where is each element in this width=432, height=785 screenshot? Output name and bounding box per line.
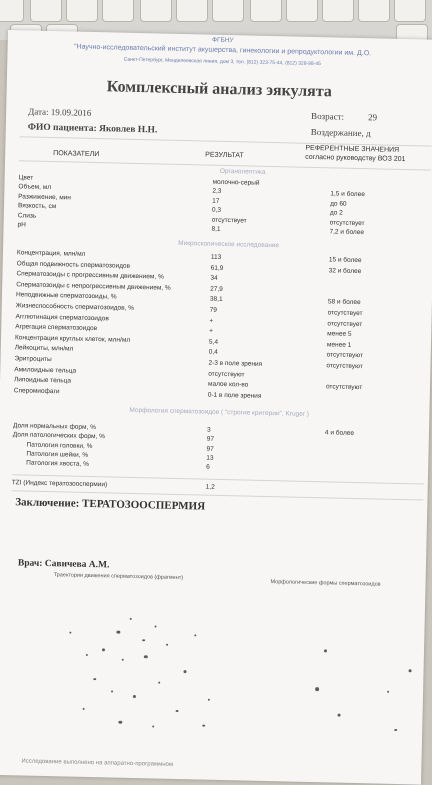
section-micro: Микроскопическое исследование [178,239,280,250]
reference-value: 7,2 и более [329,228,365,237]
reference-value: отсутствует [327,319,363,328]
indicator-name: Агглютинация сперматозоидов [15,312,109,322]
doctor-name: Врач: Савичева А.М. [17,558,110,571]
result-value: 79 [209,306,218,314]
sperm-cell-spot [315,687,319,691]
age-value: 29 [368,112,378,123]
result-value: 3 [206,426,211,434]
caption-trajectories: Траектории движения сперматозоидов (фрагмент) [53,572,184,582]
sperm-cell-spot [144,655,148,658]
reference-value: отсутствует [327,309,363,318]
sperm-cell-spot [86,654,88,656]
sperm-cell-spot [116,631,120,634]
keyboard-key [396,24,428,40]
report-title: Комплексный анализ эякулята [106,78,333,101]
sperm-cell-spot [152,725,154,727]
keyboard-key [66,0,98,22]
indicator-name: Сперомиофаги [13,387,60,396]
column-reference: РЕФЕРЕНТНЫЕ ЗНАЧЕНИЯ [305,144,400,154]
indicator-name: Жизнеспособность сперматозоидов, % [15,302,135,312]
tzi-label: TZI (Индекс тератозооспермии) [11,479,108,489]
reference-value: 58 и более [327,298,361,307]
sperm-cell-spot [154,625,156,627]
result-value: 27,9 [210,285,223,293]
column-indicators: ПОКАЗАТЕЛИ [53,150,100,159]
keyboard-key [322,0,354,22]
sperm-cell-spot [130,618,132,620]
sperm-cell-spot [324,649,327,652]
reference-value: менее 1 [326,341,352,349]
keyboard-key [102,0,134,22]
sperm-cell-spot [387,691,389,693]
sperm-cell-spot [166,644,168,646]
keyboard-key [250,0,282,22]
sperm-cell-spot [111,691,113,693]
section-morph: Морфология сперматозоидов ( "строгие критерии", Kruger ) [129,406,310,418]
sperm-cell-spot [394,729,397,731]
sperm-cell-spot [69,632,71,634]
age-label: Возраст: [311,110,345,122]
org-short: ФГБНУ [211,36,234,45]
column-reference-who: согласно руководству ВОЗ 201 [305,153,406,164]
sperm-cell-spot [102,648,105,651]
reference-value: до 2 [329,209,343,217]
reference-value: до 60 [330,200,347,208]
keyboard-key [394,0,426,22]
result-value: 97 [206,445,214,453]
indicator-name: Вязкость, см [17,202,57,211]
indicator-name: Патология хвоста, % [26,459,89,469]
indicator-name: pH [17,221,26,229]
keyboard-key [212,0,244,22]
reference-value: 32 и более [328,266,362,275]
sperm-cell-spot [183,670,186,673]
indicator-name: Липоидные тельца [13,376,72,385]
result-value: 6 [206,463,210,471]
sperm-cell-spot [93,678,96,680]
sperm-cell-spot [122,659,124,661]
result-value: 17 [212,197,220,205]
sperm-cell-spot [338,714,341,717]
keyboard-key [176,0,208,22]
reference-value: 15 и более [328,256,362,265]
reference-value: менее 5 [327,330,352,339]
sperm-cell-spot [176,710,179,712]
result-value: 13 [206,454,214,462]
indicator-name: Концентрация круглых клеток, млн/мл [14,334,131,344]
abstinence-label: Воздержание, д [310,126,371,139]
patient-name: ФИО пациента: Яковлев Н.Н. [27,122,158,136]
reference-value: 4 и более [324,429,355,437]
sperm-cell-spot [409,669,412,672]
sperm-cell-spot [194,634,196,636]
column-result: РЕЗУЛЬТАТ [205,151,244,160]
indicator-name: Сперматозоиды с прогрессивным движением, % [16,270,164,281]
caption-morphology: Морфологические формы сперматозоидов [270,579,381,588]
reference-value: отсутствует [329,218,365,227]
exam-date: Дата: 19.09.2016 [28,106,92,118]
indicator-name: Сперматозоиды с непрогрессивным движением, % [16,281,171,292]
result-value: + [209,327,214,335]
result-value: 5,4 [208,338,219,346]
indicator-name: Лейкоциты, млн/мл [14,344,74,353]
result-value: 0,3 [211,206,222,215]
indicator-name: Патология головки, % [26,441,93,450]
result-value: 2-3 в поле зрения [208,359,263,368]
reference-value: отсутствуют [326,362,363,371]
keyboard-key [0,0,24,22]
result-value: 97 [206,435,215,444]
indicator-name: Доля нормальных форм, % [12,422,96,432]
result-value: молочно-серый [212,178,260,187]
indicator-name: Общая подвижность сперматозоидов [16,259,131,270]
indicator-name: Слизь [17,211,37,220]
result-value: отсутствует [211,216,247,225]
keyboard-key [140,0,172,22]
section-macro: Органолептика [219,167,266,176]
report-sheet [0,30,432,785]
result-value: 113 [210,253,222,261]
result-value: малое кол-во [207,380,249,389]
org-address: Санкт-Петербург, Менделеевская линия, дом 3, тел. (812) 323-75-44, (812) 328-98-45 [123,56,322,68]
conclusion: Заключение: ТЕРАТОЗООСПЕРМИЯ [15,496,206,513]
sperm-cell-spot [118,721,122,724]
result-value: 61,9 [210,264,224,272]
keyboard-key [30,0,62,22]
indicator-name: Цвет [18,174,34,182]
reference-value: отсутствуют [325,383,363,392]
indicator-name: Неподвижные сперматозоиды, % [15,291,117,301]
result-value: 2,3 [212,188,222,196]
keyboard-key [358,0,390,22]
indicator-name: Патология шейки, % [26,450,89,459]
indicator-name: Объем, мл [18,183,52,192]
indicator-name: Доля патологических форм, % [12,431,106,441]
footer-note: Исследование выполнено на аппаратно-программном [21,758,174,768]
result-value: 0-1 в поле зрения [207,391,262,400]
indicator-name: Разжижение, мин [18,193,72,202]
reference-value: отсутствуют [326,351,364,360]
indicator-name: Агрегация сперматозоидов [15,323,98,333]
sperm-cell-spot [83,708,85,710]
indicator-name: Эритроциты [14,355,52,364]
indicator-name: Концентрация, млн/мл [16,249,86,258]
reference-value: 1,5 и более [330,190,365,199]
sperm-cell-spot [133,695,136,698]
result-value: 34 [210,274,218,283]
keyboard-key [286,0,318,22]
result-value: 8,1 [211,225,221,233]
indicator-name: Амилоидные тельца [14,365,77,375]
result-value: 0,4 [208,349,218,357]
sperm-cell-spot [202,725,205,727]
tzi-value: 1,2 [205,483,215,491]
result-value: + [209,317,214,325]
result-value: 38,1 [209,296,223,304]
result-value: отсутствуют [208,370,245,379]
sperm-cell-spot [158,682,160,684]
org-full: "Научно-исследовательский институт акушерства, гинекологии и репродуктологии им. Д.О. [73,43,372,58]
sperm-cell-spot [142,639,145,641]
sperm-cell-spot [208,699,210,701]
